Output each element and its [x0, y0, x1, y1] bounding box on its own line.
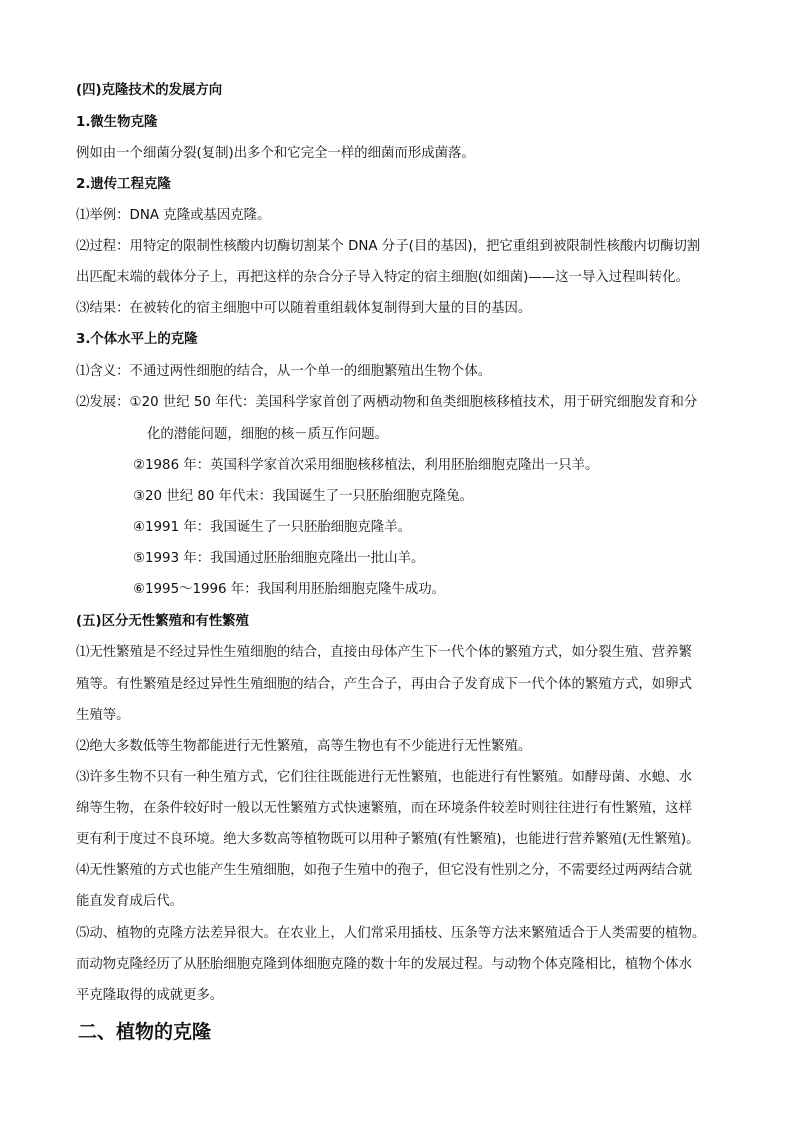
development-item-2: ②1986 年：英国科学家首次采用细胞核移植法，利用胚胎细胞克隆出一只羊。	[133, 458, 599, 473]
development-item-5: ⑤1993 年：我国通过胚胎细胞克隆出一批山羊。	[133, 551, 425, 566]
heading-4: (四)克隆技术的发展方向	[76, 83, 223, 98]
section-2-title: 二、植物的克隆	[78, 1021, 212, 1043]
paragraph-genetic-process-line1: ⑵过程：用特定的限制性核酸内切酶切割某个 DNA 分子(目的基因)，把它重组到被限制性核酸内切酶切割	[76, 239, 701, 254]
development-item-6: ⑥1995～1996 年：我国利用胚胎细胞克隆牛成功。	[133, 582, 446, 597]
paragraph-5-1-line3: 生殖等。	[76, 708, 130, 723]
paragraph-5-4-line1: ⑷无性繁殖的方式也能产生生殖细胞，如孢子生殖中的孢子，但它没有性别之分，不需要经过两两结合就	[76, 863, 692, 878]
paragraph-genetic-example: ⑴举例：DNA 克隆或基因克隆。	[76, 208, 271, 223]
paragraph-5-1-line2: 殖等。有性繁殖是经过异性生殖细胞的结合，产生合子，再由合子发育成下一代个体的繁殖方式，如卵式	[76, 677, 692, 692]
paragraph-5-1-line1: ⑴无性繁殖是不经过异性生殖细胞的结合，直接由母体产生下一代个体的繁殖方式，如分裂生殖、营养繁	[76, 645, 692, 660]
development-item-1-line2: 化的潜能问题，细胞的核－质互作问题。	[147, 427, 389, 442]
subheading-individual-clone: 3.个体水平上的克隆	[76, 332, 198, 347]
paragraph-genetic-process-line2: 出匹配末端的载体分子上，再把这样的杂合分子导入特定的宿主细胞(如细菌)——这一导入过程叫转化。	[76, 270, 690, 285]
paragraph-microbial-clone: 例如由一个细菌分裂(复制)出多个和它完全一样的细菌而形成菌落。	[76, 146, 475, 161]
development-item-3: ③20 世纪 80 年代末：我国诞生了一只胚胎细胞克隆兔。	[133, 489, 474, 504]
subheading-genetic-clone: 2.遗传工程克隆	[76, 177, 171, 192]
paragraph-5-2: ⑵绝大多数低等生物都能进行无性繁殖，高等生物也有不少能进行无性繁殖。	[76, 739, 532, 754]
paragraph-genetic-result: ⑶结果：在被转化的宿主细胞中可以随着重组载体复制得到大量的目的基因。	[76, 301, 532, 316]
paragraph-5-5-line3: 平克隆取得的成就更多。	[76, 988, 224, 1003]
development-item-1-line1: ⑵发展：①20 世纪 50 年代：美国科学家首创了两栖动物和鱼类细胞核移植技术，用于研究细胞发育和分	[76, 395, 698, 410]
heading-5: (五)区分无性繁殖和有性繁殖	[76, 614, 249, 629]
subheading-microbial-clone: 1.微生物克隆	[76, 115, 158, 130]
paragraph-5-4-line2: 能直发育成后代。	[76, 894, 184, 909]
paragraph-5-5-line2: 而动物克隆经历了从胚胎细胞克隆到体细胞克隆的数十年的发展过程。与动物个体克隆相比，植物个体水	[76, 957, 692, 972]
paragraph-5-3-line2: 绵等生物，在条件较好时一般以无性繁殖方式快速繁殖，而在环境条件较差时则往往进行有性繁殖，这样	[76, 801, 692, 816]
paragraph-5-3-line3: 更有利于度过不良环境。绝大多数高等植物既可以用种子繁殖(有性繁殖)，也能进行营养繁殖(无性繁殖)。	[76, 832, 700, 847]
paragraph-5-3-line1: ⑶许多生物不只有一种生殖方式，它们往往既能进行无性繁殖，也能进行有性繁殖。如酵母菌、水螅、水	[76, 770, 692, 785]
development-item-4: ④1991 年：我国诞生了一只胚胎细胞克隆羊。	[133, 520, 411, 535]
paragraph-individual-meaning: ⑴含义：不通过两性细胞的结合，从一个单一的细胞繁殖出生物个体。	[76, 364, 492, 379]
paragraph-5-5-line1: ⑸动、植物的克隆方法差异很大。在农业上，人们常采用插枝、压条等方法来繁殖适合于人类需要的植物。	[76, 926, 706, 941]
